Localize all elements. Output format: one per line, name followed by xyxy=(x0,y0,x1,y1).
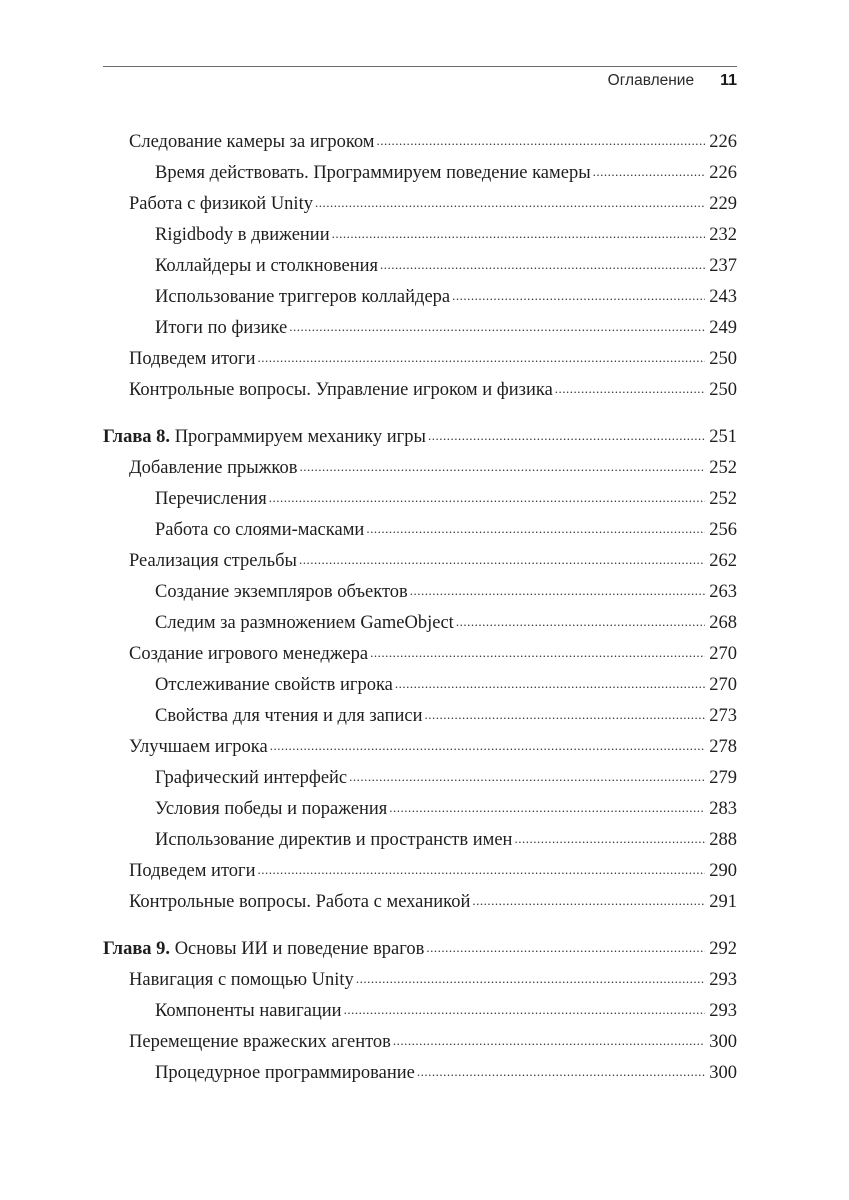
toc-entry-text xyxy=(129,379,553,401)
toc-entry-title: Графический интерфейс xyxy=(155,767,348,788)
toc-entry-title: Подведем итоги xyxy=(129,348,256,369)
toc-entry xyxy=(103,576,737,607)
toc-entry-text xyxy=(155,488,267,510)
toc-page-number: 263 xyxy=(709,581,737,602)
toc-page-number: 283 xyxy=(709,798,737,819)
toc-entry-title: Создание экземпляров объектов xyxy=(155,581,408,602)
dot-leader xyxy=(269,487,705,514)
toc-page-number: 252 xyxy=(709,488,737,509)
dot-leader xyxy=(555,378,705,405)
toc-entry-title: Добавление прыжков xyxy=(129,457,298,478)
dot-leader xyxy=(258,859,705,886)
toc-entry-text xyxy=(155,705,423,727)
toc-entry xyxy=(103,855,737,886)
toc-entry xyxy=(103,514,737,545)
toc-page-number: 250 xyxy=(709,379,737,400)
toc-entry-title: Отслеживание свойств игрока xyxy=(155,674,393,695)
toc-entry xyxy=(103,964,737,995)
toc-entry-title: Программируем механику игры xyxy=(174,426,426,447)
toc-entry-text xyxy=(155,798,387,820)
toc-entry-title: Контрольные вопросы. Работа с механикой xyxy=(129,891,471,912)
toc-page-number: 291 xyxy=(709,891,737,912)
toc-entry-title: Создание игрового менеджера xyxy=(129,643,369,664)
toc-page-number: 278 xyxy=(709,736,737,757)
dot-leader xyxy=(428,425,705,452)
toc-entry-text xyxy=(155,581,408,603)
toc-entry-text xyxy=(155,255,378,277)
dot-leader xyxy=(393,1030,705,1057)
toc-entry-text xyxy=(129,969,354,991)
toc-page-number: 268 xyxy=(709,612,737,633)
toc-entry-title: Перемещение вражеских агентов xyxy=(129,1031,391,1052)
toc-entry xyxy=(103,545,737,576)
dot-leader xyxy=(289,316,705,343)
toc-page-number: 262 xyxy=(709,550,737,571)
toc-entry-text xyxy=(155,286,450,308)
chapter-label: Глава 8. xyxy=(103,426,171,447)
toc-entry-text xyxy=(103,938,424,960)
toc-page-number: 300 xyxy=(709,1062,737,1083)
toc-entry-title: Реализация стрельбы xyxy=(129,550,297,571)
toc-entry xyxy=(103,452,737,483)
toc-entry-title: Коллайдеры и столкновения xyxy=(155,255,379,276)
toc-page-number: 250 xyxy=(709,348,737,369)
toc-entry-title: Работа с физикой Unity xyxy=(129,193,313,214)
toc-entry xyxy=(103,762,737,793)
toc-entry-text xyxy=(155,829,512,851)
toc-entry-title: Навигация с помощью Unity xyxy=(129,969,354,990)
toc-entry xyxy=(103,126,737,157)
dot-leader xyxy=(472,890,705,917)
toc-page-number: 256 xyxy=(709,519,737,540)
toc-entry xyxy=(103,793,737,824)
toc-page-number: 279 xyxy=(709,767,737,788)
toc-page-number: 288 xyxy=(709,829,737,850)
toc-page-number: 237 xyxy=(709,255,737,276)
toc-chapter-entry xyxy=(103,933,737,964)
toc-entry-title: Следим за размножением GameObject xyxy=(155,612,454,633)
toc-page-number: 232 xyxy=(709,224,737,245)
toc-page-number: 229 xyxy=(709,193,737,214)
toc-page-number: 292 xyxy=(709,938,737,959)
dot-leader xyxy=(514,828,705,855)
toc-page-number: 252 xyxy=(709,457,737,478)
toc-entry xyxy=(103,1026,737,1057)
toc-entry-text xyxy=(155,317,287,339)
toc-entry-text xyxy=(129,193,313,215)
toc-page-number: 293 xyxy=(709,969,737,990)
toc-entry-title: Подведем итоги xyxy=(129,860,256,881)
dot-leader xyxy=(593,161,705,188)
running-title: Оглавление xyxy=(607,72,695,89)
toc-page-number: 251 xyxy=(709,426,737,447)
toc-page-number: 226 xyxy=(709,131,737,152)
dot-leader xyxy=(389,797,705,824)
dot-leader xyxy=(344,999,705,1026)
toc-entry xyxy=(103,219,737,250)
dot-leader xyxy=(258,347,705,374)
toc-entry xyxy=(103,188,737,219)
dot-leader xyxy=(452,285,705,312)
toc-entry-text xyxy=(129,860,256,882)
toc-entry xyxy=(103,281,737,312)
toc-entry-title: Компоненты навигации xyxy=(155,1000,342,1021)
toc-entry-text xyxy=(129,457,297,479)
toc-entry-title: Процедурное программирование xyxy=(155,1062,415,1083)
dot-leader xyxy=(366,518,705,545)
toc-entry xyxy=(103,607,737,638)
toc-entry-title: Время действовать. Программируем поведение камеры xyxy=(155,162,591,183)
toc-entry xyxy=(103,312,737,343)
toc-page-number: 300 xyxy=(709,1031,737,1052)
toc-page-number: 270 xyxy=(709,643,737,664)
toc-entry xyxy=(103,824,737,855)
dot-leader xyxy=(380,254,705,281)
toc-chapter-entry xyxy=(103,421,737,452)
toc-entry-text xyxy=(129,891,470,913)
dot-leader xyxy=(370,642,705,669)
toc-entry xyxy=(103,250,737,281)
toc-entry-text xyxy=(155,674,393,696)
toc-page-number: 270 xyxy=(709,674,737,695)
toc-entry xyxy=(103,483,737,514)
toc-entry xyxy=(103,731,737,762)
toc-entry-text xyxy=(155,1000,342,1022)
toc-entry-title: Итоги по физике xyxy=(155,317,288,338)
toc-entry xyxy=(103,374,737,405)
toc-entry-title: Улучшаем игрока xyxy=(129,736,268,757)
dot-leader xyxy=(456,611,705,638)
toc-entry-title: Следование камеры за игроком xyxy=(129,131,375,152)
toc-entry xyxy=(103,1057,737,1088)
toc-entry-title: Контрольные вопросы. Управление игроком и физика xyxy=(129,379,553,400)
dot-leader xyxy=(410,580,705,607)
dot-leader xyxy=(299,549,705,576)
toc-entry-title: Основы ИИ и поведение врагов xyxy=(174,938,425,959)
toc-entry-title: Использование триггеров коллайдера xyxy=(155,286,451,307)
toc-entry xyxy=(103,995,737,1026)
toc-entry-title: Свойства для чтения и для записи xyxy=(155,705,423,726)
toc-entry-title: Условия победы и поражения xyxy=(155,798,388,819)
toc-entry-text xyxy=(155,224,330,246)
table-of-contents xyxy=(103,126,737,1088)
dot-leader xyxy=(356,968,705,995)
toc-entry-text xyxy=(129,131,374,153)
toc-entry-text xyxy=(129,643,368,665)
chapter-label: Глава 9. xyxy=(103,938,171,959)
toc-entry-text xyxy=(103,426,426,448)
toc-page-number: 226 xyxy=(709,162,737,183)
toc-entry-text xyxy=(155,767,347,789)
dot-leader xyxy=(376,130,705,157)
toc-entry xyxy=(103,669,737,700)
dot-leader xyxy=(425,704,705,731)
toc-entry-title: Перечисления xyxy=(155,488,267,509)
toc-entry xyxy=(103,700,737,731)
dot-leader xyxy=(349,766,705,793)
toc-entry-text xyxy=(155,1062,415,1084)
toc-entry xyxy=(103,638,737,669)
toc-entry-title: Rigidbody в движении xyxy=(155,224,330,245)
toc-entry-title: Работа со слоями-масками xyxy=(155,519,365,540)
dot-leader xyxy=(270,735,705,762)
dot-leader xyxy=(395,673,705,700)
dot-leader xyxy=(315,192,705,219)
toc-entry xyxy=(103,886,737,917)
toc-entry-text xyxy=(129,348,256,370)
toc-page-number: 293 xyxy=(709,1000,737,1021)
folio-page-number: 11 xyxy=(720,72,737,89)
toc-page-number: 243 xyxy=(709,286,737,307)
toc-page-number: 249 xyxy=(709,317,737,338)
header-rule xyxy=(103,66,737,67)
toc-page-number: 273 xyxy=(709,705,737,726)
toc-entry-text xyxy=(155,162,591,184)
toc-entry xyxy=(103,157,737,188)
toc-entry-text xyxy=(129,736,268,758)
dot-leader xyxy=(417,1061,705,1088)
toc-entry-text xyxy=(129,550,297,572)
dot-leader xyxy=(426,937,705,964)
toc-page-number: 290 xyxy=(709,860,737,881)
toc-entry-text xyxy=(155,519,364,541)
toc-entry-text xyxy=(155,612,454,634)
dot-leader xyxy=(299,456,705,483)
running-head xyxy=(608,72,737,96)
toc-entry-text xyxy=(129,1031,391,1053)
toc-entry-title: Использование директив и пространств имен xyxy=(155,829,513,850)
toc-entry xyxy=(103,343,737,374)
dot-leader xyxy=(332,223,705,250)
